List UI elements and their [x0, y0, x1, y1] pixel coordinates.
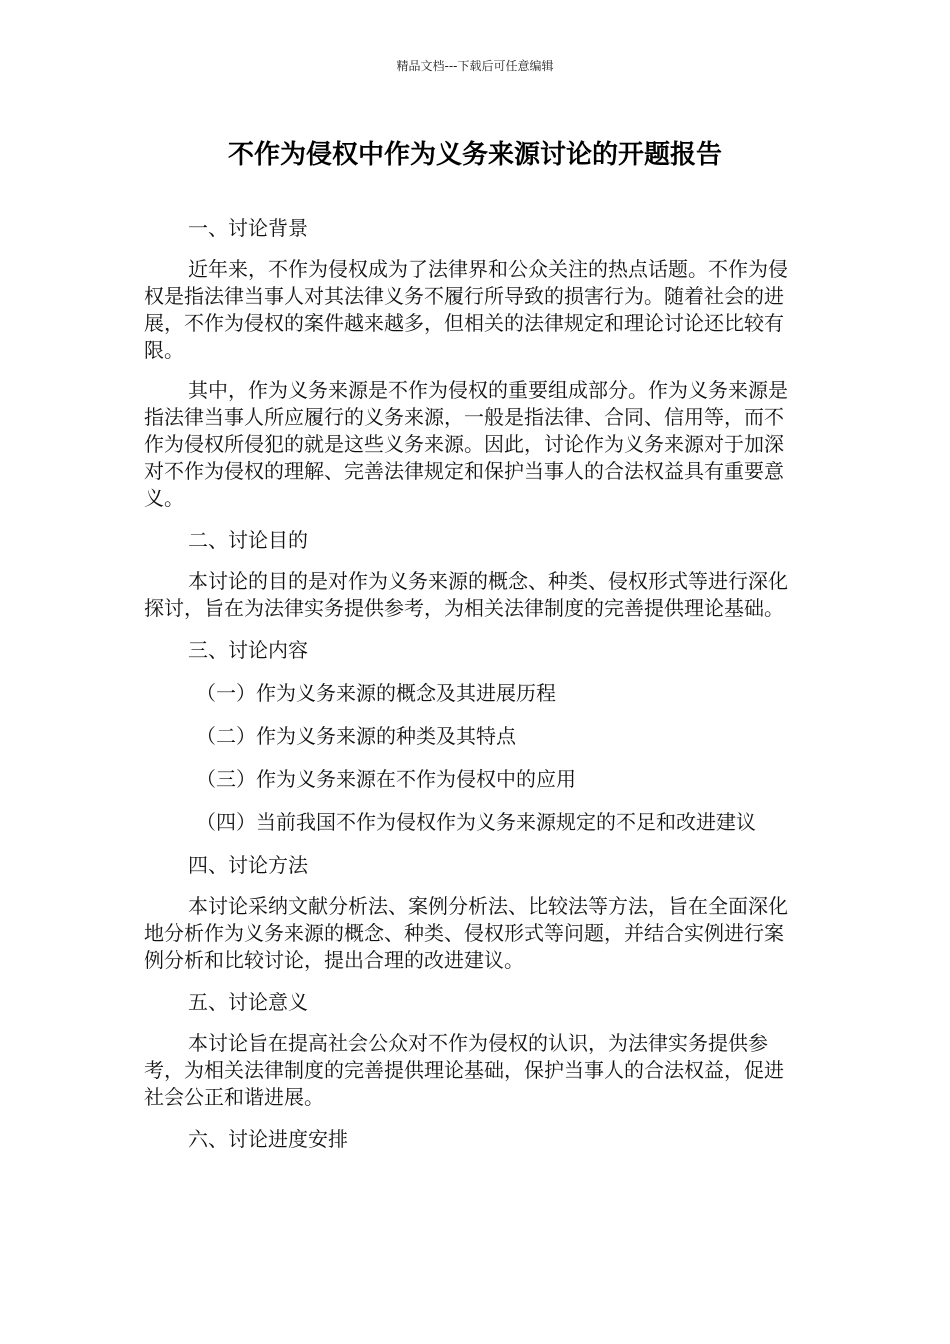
content-list-item: （二）作为义务来源的种类及其特点	[196, 724, 516, 748]
section-heading-background: 一、讨论背景	[188, 216, 308, 240]
document-body	[144, 213, 792, 1167]
paragraph-purpose: 本讨论的目的是对作为义务来源的概念、种类、侵权形式等进行深化探讨，旨在为法律实务提供参考，为相关法律制度的完善提供理论基础。	[144, 569, 788, 620]
section-heading-purpose: 二、讨论目的	[188, 528, 308, 552]
document-title: 不作为侵权中作为义务来源讨论的开题报告	[227, 140, 722, 170]
paragraph-background-1: 近年来，不作为侵权成为了法律界和公众关注的热点话题。不作为侵权是指法律当事人对其法律义务不履行所导致的损害行为。随着社会的进展，不作为侵权的案件越来越多，但相关的法律规定和理论讨论还比较有限。	[144, 257, 788, 362]
section-heading-content: 三、讨论内容	[188, 638, 308, 662]
content-list-item: （三）作为义务来源在不作为侵权中的应用	[196, 767, 576, 791]
content-list-item: （四）当前我国不作为侵权作为义务来源规定的不足和改进建议	[196, 810, 756, 834]
paragraph-method: 本讨论采纳文献分析法、案例分析法、比较法等方法，旨在全面深化地分析作为义务来源的概念、种类、侵权形式等问题，并结合实例进行案例分析和比较讨论，提出合理的改进建议。	[144, 894, 788, 972]
section-heading-schedule: 六、讨论进度安排	[188, 1127, 348, 1151]
section-heading-method: 四、讨论方法	[188, 853, 308, 877]
paragraph-significance: 本讨论旨在提高社会公众对不作为侵权的认识，为法律实务提供参考，为相关法律制度的完善提供理论基础，保护当事人的合法权益，促进社会公正和谐进展。	[144, 1031, 784, 1109]
page-header-note: 精品文档---下载后可任意编辑	[396, 59, 554, 73]
section-heading-significance: 五、讨论意义	[188, 990, 308, 1014]
content-list-item: （一）作为义务来源的概念及其进展历程	[196, 681, 556, 705]
paragraph-background-2: 其中，作为义务来源是不作为侵权的重要组成部分。作为义务来源是指法律当事人所应履行的义务来源，一般是指法律、合同、信用等，而不作为侵权所侵犯的就是这些义务来源。因此，讨论作为义务来源对于加深对不作为侵权的理解、完善法律规定和保护当事人的合法权益具有重要意义。	[144, 378, 788, 510]
